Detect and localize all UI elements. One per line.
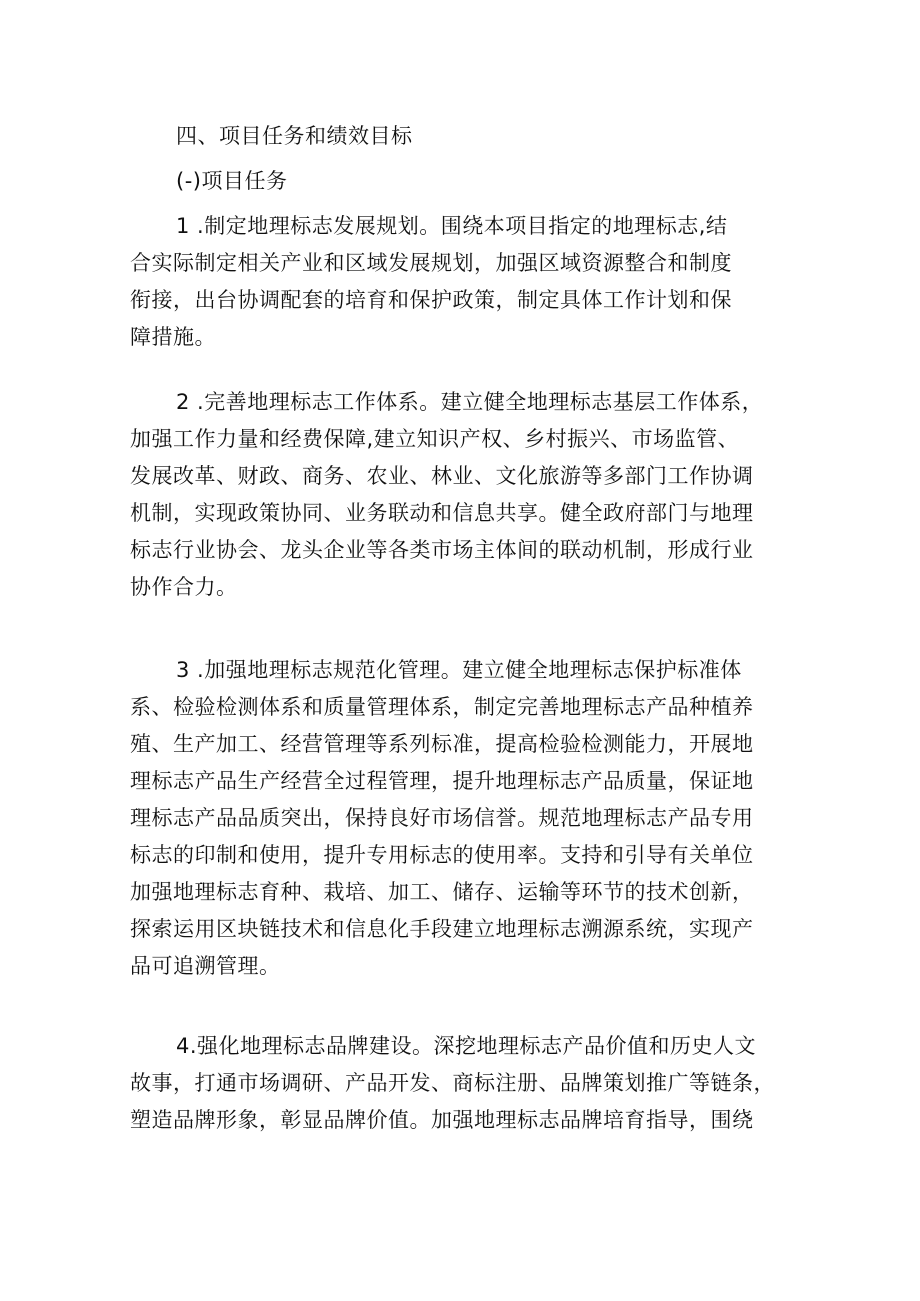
paragraph-line: 机制，实现政策协同、业务联动和信息共享。健全政府部门与地理 <box>130 501 754 525</box>
paragraph-line: 标志的印制和使用，提升专用标志的使用率。支持和引导有关单位 <box>130 843 754 867</box>
paragraph-line: 故事，打通市场调研、产品开发、商标注册、品牌策划推广等链条， <box>130 1071 775 1095</box>
paragraph-line: 4.强化地理标志品牌建设。深挖地理标志产品价值和历史人文 <box>176 1034 757 1058</box>
subsection-heading <box>130 163 810 200</box>
paragraph-line: 衔接，出台协调配套的培育和保护政策，制定具体工作计划和保 <box>130 288 732 312</box>
paragraph-4 <box>130 1028 810 1139</box>
paragraph-line: 加强地理标志育种、栽培、加工、储存、运输等环节的技术创新， <box>130 880 754 904</box>
paragraph-line: 合实际制定相关产业和区域发展规划，加强区域资源整合和制度 <box>130 251 732 275</box>
paragraph-line: 标志行业协会、龙头企业等各类市场主体间的联动机制，形成行业 <box>130 538 754 562</box>
paragraph-line: 1 .制定地理标志发展规划。围绕本项目指定的地理标志,结 <box>176 214 728 238</box>
paragraph-2 <box>130 384 810 606</box>
paragraph-line: 理标志产品生产经营全过程管理，提升地理标志产品质量，保证地 <box>130 769 754 793</box>
paragraph-line: 理标志产品品质突出，保持良好市场信誉。规范地理标志产品专用 <box>130 806 754 830</box>
paragraph-line: 殖、生产加工、经营管理等系列标准，提高检验检测能力，开展地 <box>130 732 754 756</box>
paragraph-line: 塑造品牌形象，彰显品牌价值。加强地理标志品牌培育指导，围绕 <box>130 1108 754 1132</box>
paragraph-line: 系、检验检测体系和质量管理体系，制定完善地理标志产品种植养 <box>130 695 754 719</box>
paragraph-line: 2 .完善地理标志工作体系。建立健全地理标志基层工作体系， <box>176 390 764 414</box>
paragraph-1 <box>130 208 810 356</box>
paragraph-line: 3 .加强地理标志规范化管理。建立健全地理标志保护标准体 <box>176 658 742 682</box>
paragraph-line: 发展改革、财政、商务、农业、林业、文化旅游等多部门工作协调 <box>130 464 754 488</box>
paragraph-line: 加强工作力量和经费保障,建立知识产权、乡村振兴、市场监管、 <box>130 427 740 451</box>
heading-text: 四、项目任务和绩效目标 <box>176 124 413 148</box>
paragraph-line: 协作合力。 <box>130 575 238 599</box>
paragraph-3 <box>130 652 810 985</box>
paragraph-line: 障措施。 <box>130 325 216 349</box>
subheading-text: (-)项目任务 <box>176 169 288 193</box>
paragraph-line: 探索运用区块链技术和信息化手段建立地理标志溯源系统，实现产 <box>130 917 754 941</box>
section-heading <box>130 118 810 155</box>
paragraph-line: 品可追溯管理。 <box>130 954 281 978</box>
